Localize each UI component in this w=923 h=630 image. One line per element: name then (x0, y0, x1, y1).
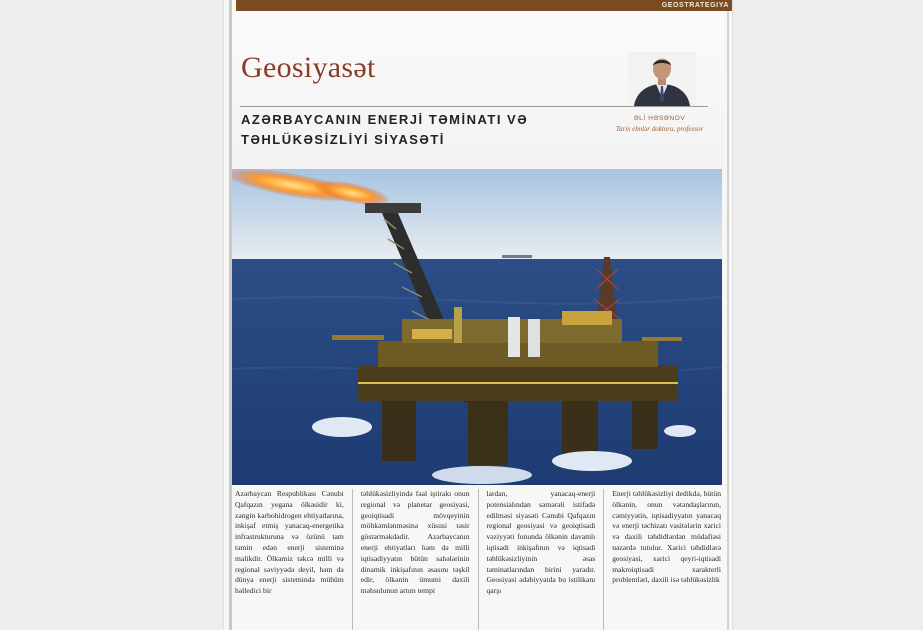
right-gutter-line (727, 0, 729, 630)
body-column-4: Enerji təhlükəsizliyi dedikdə, bütün ölkənin, onun vətəndaşlarının, cəmiyyətin, iqtisadiyyatın yanacaq və enerji təchizatı vasitələrin xarici və daxili təhdidlərdən müdafiəsi nəzərdə tutulur. Xarici təhdidlərə geosiyasi, xarici qeyri-iqtisadi makroiqtisadi xarakterli problemləri, daxili isə təhlükəsizlik (612, 489, 721, 585)
oil-platform-photo (232, 169, 722, 485)
author-photo (628, 52, 696, 106)
column-divider (478, 489, 479, 630)
author-portrait-icon (628, 52, 696, 106)
author-title: Tarix elmlər doktoru, professor (615, 125, 704, 133)
brand-bar (236, 0, 732, 11)
oil-platform-image (232, 169, 722, 485)
body-column-2: təhlükəsizliyində fəal iştirakı onun regional və planetar geosiyasi, geoiqtisadi mövqeyinin möhkəmlənməsinə xüsusi təsir göstərməkdədir. Azərbaycanın enerji ehtiyatları həm də milli iqtisadiyyatın bütün sahələrinin dinamik inkişafının əsasını təşkil edir, ölkənin ümumi daxili məhsulunun artım tempi (360, 489, 470, 596)
headline-line-1: AZƏRBAYCANIN ENERJİ TƏMİNATI VƏ (241, 112, 529, 127)
body-column-1: Azərbaycan Respublikası Cənubi Qafqazın yegana ölkəsidir ki, zəngin karbohidrogen ehtiyatlarına, inkişaf etmiş yanacaq-energetika infrastrukturuna və özünü tam təmin edən enerji sisteminə malikdir. Ölkəmiz təkcə milli və regional səviyyədə deyil, həm də dünya enerji sistemində mühüm həlledici bir (235, 489, 344, 596)
header-divider (240, 106, 708, 107)
article-body (232, 489, 724, 630)
section-title: Geosiyasət (241, 51, 376, 84)
column-divider (603, 489, 604, 630)
headline-line-2: TƏHLÜKƏSİZLİYİ SİYASƏTİ (241, 132, 445, 147)
author-name: ƏLİ HƏSƏNOV (633, 115, 686, 122)
magazine-page (224, 0, 732, 630)
brand-label: GEOSTRATEGIYA (659, 0, 732, 11)
column-divider (352, 489, 353, 630)
article-headline (241, 110, 571, 150)
article-header (232, 11, 724, 169)
body-column-3: lardan, yanacaq-enerji potensialından səmərəli istifadə edilməsi siyasəti Cənubi Qafqazın regional geosiyasi və geoiqtisadi vəziyyəti fonunda ölkənin davamlı iqtisadi inkişafının və iqtisadi təhlükəsizliyinin əsas təminatlarından birini yaradır. Geosiyasi ədəbiyyatda bu istilikanı qarşı (486, 489, 596, 596)
